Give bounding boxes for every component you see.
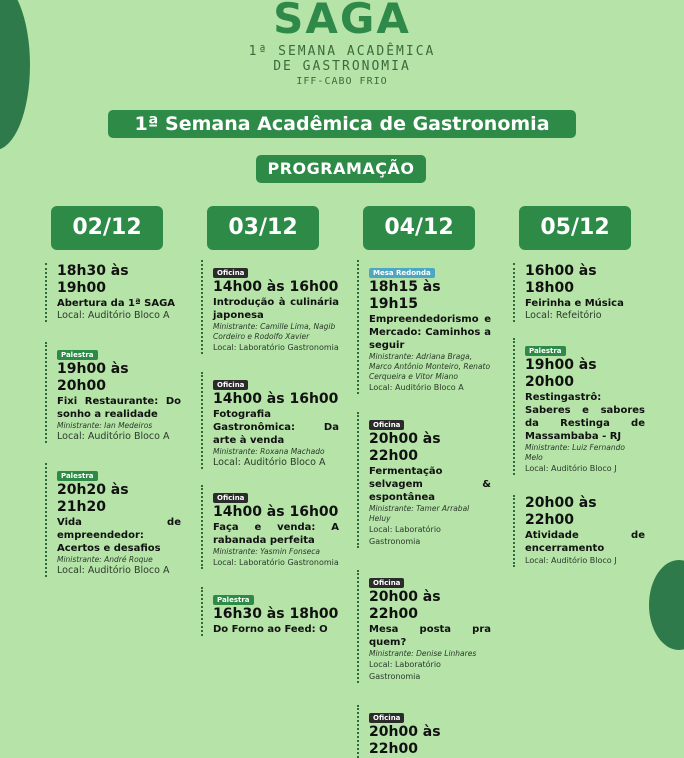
event-name: Do Forno ao Feed: O	[213, 624, 328, 635]
event-name: Mesa posta pra quem?	[369, 624, 491, 648]
event-item	[357, 570, 491, 683]
event-speaker: Ministrante: Camille Lima, Nagib Cordeiro e Rodolfo Xavier	[213, 322, 336, 341]
event-location: Local: Auditório Bloco A	[57, 431, 170, 442]
event-location: Local: Auditório Bloco A	[369, 383, 464, 392]
event-name: Fixi Restaurante: Do sonho a realidade	[57, 396, 181, 420]
event-location: Local: Laboratório Gastronomia	[369, 660, 441, 681]
event-tag: Oficina	[213, 493, 248, 503]
event-tag: Oficina	[369, 713, 404, 723]
event-location: Local: Auditório Bloco J	[525, 556, 617, 565]
event-speaker: Ministrante: André Roque	[57, 555, 153, 564]
event-time: 20h00 às 22h00	[525, 495, 597, 528]
event-item	[45, 342, 181, 443]
event-name: Fermentação selvagem & espontânea	[369, 466, 491, 503]
event-location: Local: Laboratório Gastronomia	[369, 525, 441, 546]
event-time: 16h30 às 18h00	[213, 606, 339, 622]
logo-subtitle-line3: IFF-CABO FRIO	[296, 76, 388, 87]
event-time: 20h00 às 22h00	[369, 589, 441, 622]
event-name: Atividade de encerramento	[525, 530, 645, 554]
date-badge: 03/12	[207, 206, 319, 250]
event-location: Local: Auditório Bloco A	[57, 310, 170, 321]
event-speaker: Ministrante: Roxana Machado	[213, 447, 325, 456]
event-item	[45, 463, 181, 577]
page-title: 1ª Semana Acadêmica de Gastronomia	[108, 110, 576, 138]
event-time: 18h15 às 19h15	[369, 279, 441, 312]
event-name: Faça e venda: A rabanada perfeita	[213, 522, 339, 546]
event-name: Introdução à culinária japonesa	[213, 297, 339, 321]
date-badge: 02/12	[51, 206, 163, 250]
event-name: Restingastrô: Saberes e sabores da Restinga de Massambaba - RJ	[525, 392, 645, 442]
event-tag: Palestra	[213, 595, 254, 605]
event-time: 20h20 às 21h20	[57, 482, 129, 515]
event-tag: Palestra	[525, 346, 566, 356]
event-location: Local: Auditório Bloco A	[213, 457, 326, 468]
event-name: Fotografia Gastronômica: Da arte à venda	[213, 409, 339, 446]
event-item	[201, 372, 339, 469]
event-item	[357, 260, 491, 394]
programacao-label: PROGRAMAÇÃO	[256, 155, 426, 183]
event-item	[201, 485, 339, 569]
decorative-blob-bottom-right	[649, 560, 684, 650]
event-name: Vida de empreendedor: Acertos e desafios	[57, 517, 181, 554]
logo-subtitle-line1: 1ª SEMANA ACADÊMICA	[248, 44, 436, 59]
event-time: 19h00 às 20h00	[57, 361, 129, 394]
event-tag: Oficina	[369, 420, 404, 430]
event-item	[201, 587, 339, 636]
event-tag: Oficina	[369, 578, 404, 588]
event-item	[513, 495, 645, 567]
event-tag: Palestra	[57, 350, 98, 360]
event-name: Empreendedorismo e Mercado: Caminhos a seguir	[369, 314, 491, 351]
day-column-0312	[207, 206, 339, 636]
event-location: Local: Laboratório Gastronomia	[213, 558, 339, 567]
event-location: Local: Refeitório	[525, 310, 602, 321]
event-speaker: Ministrante: Luiz Fernando Melo	[525, 443, 625, 462]
event-location: Local: Auditório Bloco A	[57, 565, 170, 576]
event-item	[513, 338, 645, 475]
event-time: 14h00 às 16h00	[213, 504, 339, 520]
event-item	[201, 260, 339, 354]
event-item	[357, 705, 491, 758]
logo-subtitle	[0, 44, 684, 89]
event-speaker: Ministrante: Yasmin Fonseca	[213, 547, 320, 556]
event-speaker: Ministrante: Denise Linhares	[369, 649, 477, 658]
event-time: 18h30 às 19h00	[57, 263, 129, 296]
event-item	[45, 263, 181, 322]
date-badge: 04/12	[363, 206, 475, 250]
day-column-0512	[519, 206, 645, 567]
event-item	[357, 412, 491, 548]
event-location: Local: Auditório Bloco J	[525, 464, 617, 473]
logo-subtitle-line2: DE GASTRONOMIA	[273, 59, 411, 74]
event-time: 16h00 às 18h00	[525, 263, 597, 296]
event-speaker: Ministrante: Adriana Braga, Marco Antônio Monteiro, Renato Cerqueira e Vitor Miano	[369, 352, 491, 381]
event-speaker: Ministrante: Tamer Arrabal Heluy	[369, 504, 470, 523]
saga-logo: SAGA	[273, 0, 411, 43]
event-tag: Mesa Redonda	[369, 268, 435, 278]
event-tag: Oficina	[213, 380, 248, 390]
event-time: 14h00 às 16h00	[213, 391, 339, 407]
event-location: Local: Laboratório Gastronomia	[213, 343, 339, 352]
day-column-0212	[51, 206, 181, 577]
event-time: 20h00 às 22h00	[369, 724, 441, 757]
event-time: 19h00 às 20h00	[525, 357, 597, 390]
event-time: 20h00 às 22h00	[369, 431, 441, 464]
day-column-0412	[363, 206, 491, 758]
event-speaker: Ministrante: Ian Medeiros	[57, 421, 153, 430]
event-tag: Oficina	[213, 268, 248, 278]
event-time: 14h00 às 16h00	[213, 279, 339, 295]
event-name: Feirinha e Música	[525, 298, 624, 309]
event-item	[513, 263, 645, 322]
date-badge: 05/12	[519, 206, 631, 250]
event-tag: Palestra	[57, 471, 98, 481]
event-name: Abertura da 1ª SAGA	[57, 298, 176, 309]
